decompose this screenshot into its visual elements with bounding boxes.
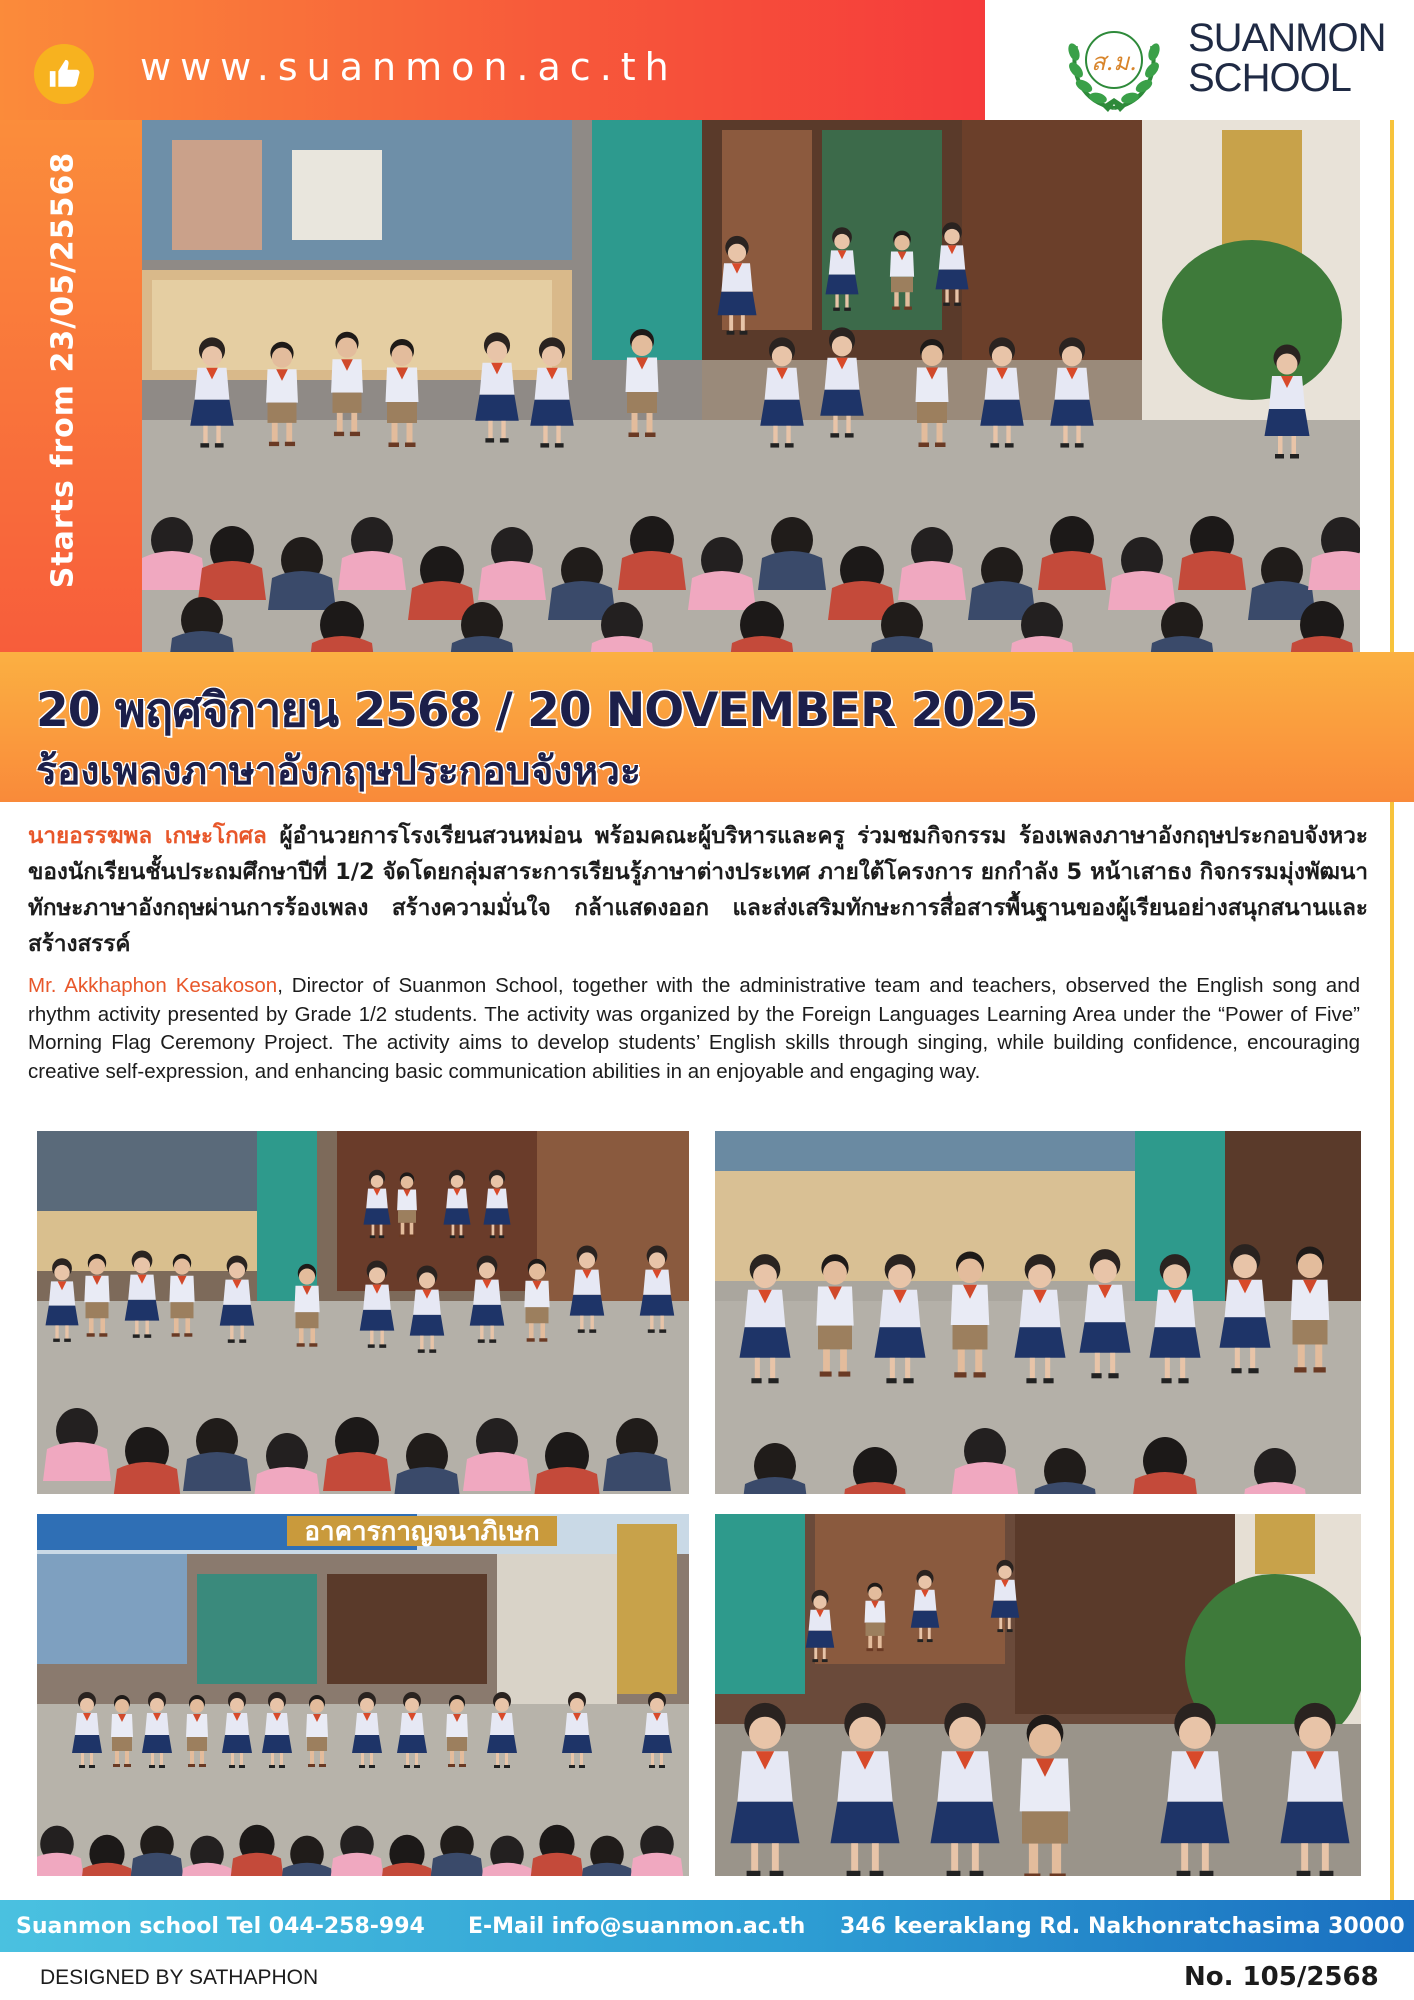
event-date-title: 20 พฤศจิกายน 2568 / 20 NOVEMBER 2025: [36, 683, 1038, 738]
school-name-line1: SUANMON: [1188, 16, 1386, 60]
designer-credit: DESIGNED BY SATHAPHON: [40, 1966, 319, 1989]
english-description: [28, 972, 1360, 1086]
photo-top-right: [715, 1131, 1361, 1494]
issue-number: No. 105/2568: [1184, 1962, 1379, 1992]
website-url[interactable]: www.suanmon.ac.th: [140, 45, 678, 89]
building-sign: อาคารกาญจนาภิเษก: [304, 1517, 540, 1547]
footer-address: 346 keeraklang Rd. Nakhonratchasima 30000: [840, 1913, 1405, 1939]
right-accent-bar: [1390, 120, 1394, 1900]
activity-title: ร้องเพลงภาษาอังกฤษประกอบจังหวะ: [36, 749, 641, 794]
thai-description-text: ผู้อำนวยการโรงเรียนสวนหม่อน พร้อมคณะผู้บริหารและครู ร่วมชมกิจกรรม ร้องเพลงภาษาอังกฤษประกอบจังหวะ ของนักเรียนชั้นประถมศึกษาปีที่ 1/2 จัดโดยกลุ่มสาระการเรียนรู้ภาษาต่างประเทศ ภายใต้โครงการ ยกกำลัง 5 หน้าเสาธง กิจกรรมมุ่งพัฒนาทักษะภาษาอังกฤษผ่านการร้องเพลง สร้างความมั่นใจ กล้าแสดงออก และส่งเสริมทักษะการสื่อสารพื้นฐานของผู้เรียนอย่างสนุกสนานและสร้างสรรค์: [28, 823, 1368, 957]
thai-director-name: นายอรรฆพล เกษะโกศล: [28, 823, 267, 849]
start-date-text: Starts from 23/05/25568: [45, 151, 81, 589]
footer-contact-bar: [0, 1900, 1414, 1952]
english-director-name: Mr. Akkhaphon Kesakoson: [28, 974, 278, 997]
footer-email[interactable]: E-Mail info@suanmon.ac.th: [468, 1913, 806, 1939]
logo-monogram: ส.ม.: [1091, 48, 1137, 76]
school-name: [1188, 18, 1385, 98]
thai-description: [28, 818, 1368, 962]
footer-school-tel: Suanmon school Tel 044-258-994: [16, 1913, 425, 1939]
main-photo: [142, 120, 1360, 652]
photo-bottom-right: [715, 1514, 1361, 1876]
photo-bottom-left: [37, 1514, 689, 1876]
school-name-line2: SCHOOL: [1188, 56, 1351, 100]
school-logo: [1062, 12, 1166, 116]
photo-top-left: [37, 1131, 689, 1494]
english-description-text: , Director of Suanmon School, together with the administrative team and teachers, observed the English song and rhythm activity presented by Grade 1/2 students. The activity was organized by the Foreign Languages Learning Area under the “Power of Five” Morning Flag Ceremony Project. The activity aims to develop students’ English skills through singing, while building confidence, encouraging creative self-expression, and enhancing basic communication abilities in an enjoyable and engaging way.: [28, 974, 1360, 1083]
thumbs-up-icon: [34, 44, 94, 104]
